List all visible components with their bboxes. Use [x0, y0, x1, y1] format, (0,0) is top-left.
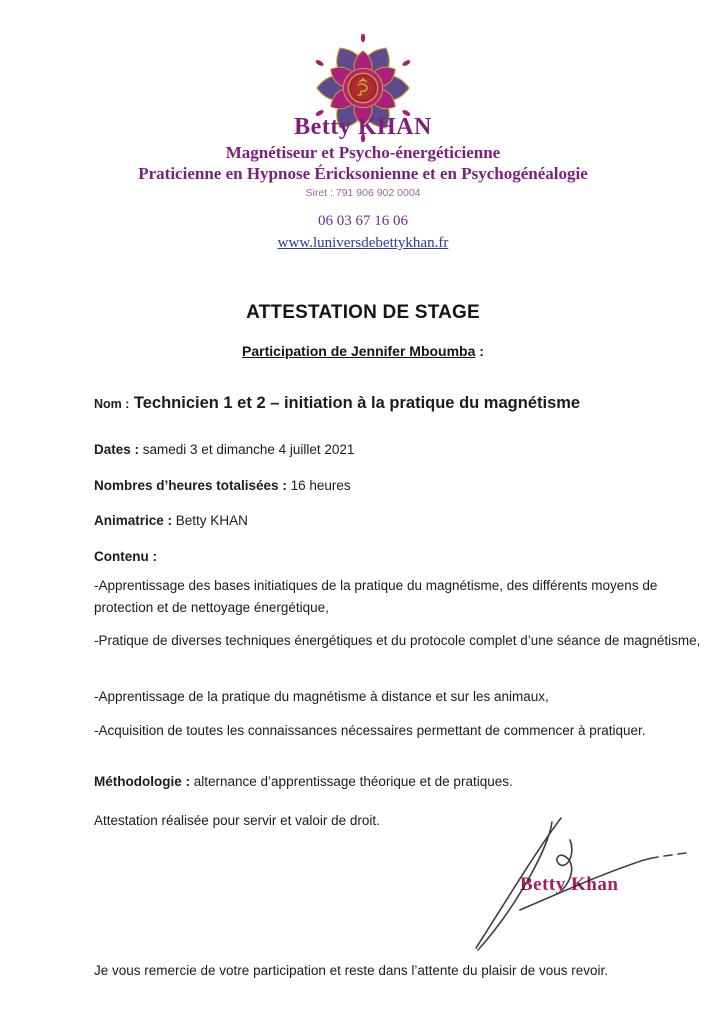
facilitator-value: Betty KHAN [175, 513, 248, 528]
letterhead [0, 113, 726, 201]
methodology-line [94, 772, 702, 792]
hours-field [94, 476, 702, 496]
document-title: ATTESTATION DE STAGE [246, 302, 480, 323]
dates-field [94, 440, 702, 460]
participation-colon: : [475, 343, 484, 359]
course-name-line [94, 394, 702, 413]
signature-name: Betty Khan [520, 874, 619, 895]
methodology-label: Méthodologie : [94, 774, 190, 789]
content-item: -Apprentissage de la pratique du magnétisme à distance et sur les animaux, [94, 689, 549, 704]
content-item: -Apprentissage des bases initiatiques de la pratique du magnétisme, des différents moyens de protection et de nettoyage énergétique, [94, 578, 658, 615]
practitioner-title-1: Magnétiseur et Psycho-énergéticienne [225, 143, 501, 162]
practitioner-name: Betty KHAN [294, 114, 432, 140]
contact-block [0, 213, 726, 252]
course-name-label: Nom : [94, 397, 130, 411]
hours-value: 16 heures [290, 478, 351, 493]
website-link[interactable]: www.luniversdebettykhan.fr [277, 235, 449, 251]
dates-label: Dates : [94, 442, 140, 457]
content-heading: Contenu : [94, 549, 157, 564]
methodology-value: alternance d’apprentissage théorique et de pratiques. [193, 774, 513, 789]
facilitator-label: Animatrice : [94, 513, 173, 528]
participation-line [0, 343, 726, 359]
course-name-value: Technicien 1 et 2 – initiation à la pratique du magnétisme [133, 394, 581, 412]
phone-number: 06 03 67 16 06 [318, 213, 408, 229]
content-item: -Pratique de diverses techniques énergétiques et du protocole complet d’une séance de magnétisme, [94, 633, 701, 648]
siret-number: Siret : 791 906 902 0004 [305, 187, 421, 199]
closing-line: Je vous remercie de votre participation et reste dans l’attente du plaisir de vous revoir. [94, 963, 609, 978]
content-item: -Acquisition de toutes les connaissances nécessaires permettant de commencer à pratiquer. [94, 723, 646, 738]
practitioner-title-2: Praticienne en Hypnose Éricksonienne et en Psychogénéalogie [138, 164, 588, 183]
hours-label: Nombres d’heures totalisées : [94, 478, 287, 493]
facilitator-field [94, 511, 702, 531]
participant-name: Participation de Jennifer Mboumba [242, 343, 476, 359]
website-line [0, 234, 726, 252]
dates-value: samedi 3 et dimanche 4 juillet 2021 [142, 442, 355, 457]
attestation-statement: Attestation réalisée pour servir et valoir de droit. [94, 813, 380, 828]
